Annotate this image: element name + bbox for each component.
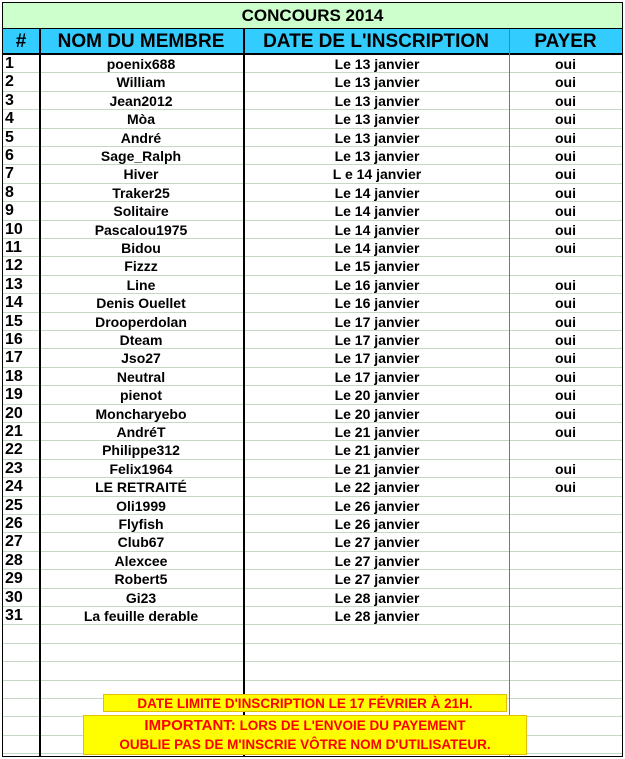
table-row bbox=[3, 497, 622, 515]
paid-status: oui bbox=[555, 424, 576, 440]
paid-status: oui bbox=[555, 295, 576, 312]
table-row bbox=[3, 276, 622, 294]
paid-status bbox=[509, 257, 622, 275]
table-row bbox=[3, 423, 622, 441]
registration-date: L e 14 janvier bbox=[332, 166, 422, 183]
empty-row bbox=[3, 644, 622, 662]
registration-date: Le 15 janvier bbox=[334, 258, 420, 275]
table-row bbox=[3, 129, 622, 147]
registration-date: Le 17 janvier bbox=[334, 350, 420, 367]
registration-date: Le 28 janvier bbox=[334, 608, 420, 624]
member-name: Line bbox=[126, 276, 156, 293]
row-number: 15 bbox=[5, 312, 23, 330]
registration-date: Le 26 janvier bbox=[334, 516, 420, 532]
column-divider bbox=[243, 29, 245, 756]
table-row bbox=[3, 165, 622, 183]
paid-status: oui bbox=[555, 460, 576, 477]
row-number: 4 bbox=[5, 110, 14, 128]
row-number: 2 bbox=[5, 73, 14, 91]
paid-status: oui bbox=[555, 313, 576, 330]
paid-status: oui bbox=[555, 350, 576, 367]
member-name: Jso27 bbox=[121, 350, 161, 367]
registration-date: Le 16 janvier bbox=[334, 295, 420, 312]
row-number: 6 bbox=[5, 147, 14, 164]
row-number: 9 bbox=[5, 202, 14, 220]
registration-date: Le 27 janvier bbox=[334, 534, 420, 551]
member-name: LE RETRAITÉ bbox=[95, 479, 187, 496]
table-row bbox=[3, 552, 622, 570]
row-number: 8 bbox=[5, 183, 14, 201]
paid-status: oui bbox=[555, 166, 576, 183]
row-number: 1 bbox=[5, 55, 14, 72]
row-number: 17 bbox=[5, 349, 23, 367]
row-number: 5 bbox=[5, 128, 14, 146]
table-row bbox=[3, 570, 622, 588]
member-name: Robert5 bbox=[114, 571, 168, 588]
registration-date: Le 20 janvier bbox=[334, 387, 420, 404]
paid-status bbox=[509, 570, 622, 588]
registration-date: Le 22 janvier bbox=[334, 479, 420, 496]
registration-date: Le 27 janvier bbox=[334, 571, 420, 588]
table-row bbox=[3, 110, 622, 128]
member-name: La feuille derable bbox=[83, 608, 199, 624]
row-number: 29 bbox=[5, 570, 23, 588]
paid-status: oui bbox=[555, 74, 576, 91]
empty-row bbox=[3, 625, 622, 643]
member-name: Pascalou1975 bbox=[94, 221, 188, 238]
registration-date: Le 17 janvier bbox=[334, 368, 420, 385]
table-row bbox=[3, 533, 622, 551]
row-number: 30 bbox=[5, 588, 23, 606]
paid-status: oui bbox=[555, 92, 576, 109]
table-row bbox=[3, 386, 622, 404]
member-name: Sage_Ralph bbox=[100, 148, 182, 164]
member-name: André bbox=[120, 129, 162, 146]
member-name: Drooperdolan bbox=[95, 313, 187, 330]
paid-status: oui bbox=[555, 276, 576, 293]
important-notice bbox=[83, 715, 527, 755]
registration-date: Le 27 janvier bbox=[334, 552, 420, 569]
important-line-2: OUBLIE PAS DE M'INSCRIE VÔTRE NOM D'UTILISATEUR. bbox=[119, 737, 491, 752]
important-label: IMPORTANT: bbox=[144, 717, 236, 734]
registration-date: Le 21 janvier bbox=[334, 460, 420, 477]
table-row bbox=[3, 460, 622, 478]
member-name: Hiver bbox=[123, 166, 159, 183]
table-row bbox=[3, 607, 622, 625]
member-name: Bidou bbox=[121, 240, 161, 256]
table-row bbox=[3, 441, 622, 459]
member-name: Oli1999 bbox=[116, 497, 166, 514]
paid-status: oui bbox=[555, 111, 576, 128]
member-name: Solitaire bbox=[113, 203, 169, 220]
column-divider bbox=[509, 29, 510, 756]
member-name: Jean2012 bbox=[109, 92, 173, 109]
member-name: Club67 bbox=[117, 534, 165, 551]
paid-status bbox=[509, 589, 622, 607]
table-row bbox=[3, 147, 622, 165]
paid-status bbox=[509, 533, 622, 551]
paid-status bbox=[509, 497, 622, 515]
registration-date: Le 13 janvier bbox=[334, 129, 420, 146]
paid-status: oui bbox=[555, 387, 576, 404]
paid-status: oui bbox=[555, 148, 576, 164]
row-number: 3 bbox=[5, 91, 14, 109]
paid-status bbox=[509, 607, 622, 625]
registration-date: Le 28 janvier bbox=[334, 589, 420, 606]
table-row bbox=[3, 478, 622, 496]
row-number: 18 bbox=[5, 367, 23, 385]
row-number: 22 bbox=[5, 441, 23, 459]
member-name: William bbox=[116, 74, 166, 91]
member-name: Felix1964 bbox=[109, 460, 173, 477]
registration-date: Le 14 janvier bbox=[334, 184, 420, 201]
empty-row bbox=[3, 662, 622, 680]
table-row bbox=[3, 202, 622, 220]
row-number: 14 bbox=[5, 294, 23, 312]
paid-status: oui bbox=[555, 221, 576, 238]
registration-date: Le 16 janvier bbox=[334, 276, 420, 293]
registration-date: Le 13 janvier bbox=[334, 92, 420, 109]
paid-status: oui bbox=[555, 240, 576, 256]
member-name: pienot bbox=[120, 387, 162, 404]
table-row bbox=[3, 405, 622, 423]
row-number: 21 bbox=[5, 423, 23, 440]
paid-status: oui bbox=[555, 405, 576, 422]
registration-date: Le 13 janvier bbox=[334, 56, 420, 72]
table-row bbox=[3, 221, 622, 239]
spreadsheet bbox=[2, 2, 623, 757]
important-line-1: LORS DE L'ENVOIE DU PAYEMENT bbox=[235, 718, 466, 733]
row-number: 10 bbox=[5, 220, 23, 238]
table-row bbox=[3, 92, 622, 110]
member-name: Denis Ouellet bbox=[96, 295, 186, 312]
paid-status bbox=[509, 441, 622, 459]
table-row bbox=[3, 313, 622, 331]
row-number: 31 bbox=[5, 607, 23, 624]
row-number: 27 bbox=[5, 533, 23, 551]
paid-status bbox=[509, 515, 622, 533]
paid-status: oui bbox=[555, 184, 576, 201]
row-number: 11 bbox=[5, 239, 22, 256]
registration-date: Le 20 janvier bbox=[334, 405, 420, 422]
registration-date: Le 14 janvier bbox=[334, 221, 420, 238]
column-divider bbox=[39, 29, 41, 756]
row-number: 25 bbox=[5, 496, 23, 514]
table-row bbox=[3, 55, 622, 73]
table-row bbox=[3, 368, 622, 386]
sheet-title: CONCOURS 2014 bbox=[3, 3, 622, 29]
registration-date: Le 21 janvier bbox=[334, 424, 420, 440]
registration-date: Le 13 janvier bbox=[334, 111, 420, 128]
member-name: Traker25 bbox=[112, 184, 170, 201]
registration-date: Le 21 janvier bbox=[334, 442, 420, 459]
row-number: 19 bbox=[5, 386, 23, 404]
table-row bbox=[3, 73, 622, 91]
row-number: 26 bbox=[5, 515, 23, 532]
member-name: AndréT bbox=[116, 424, 166, 440]
paid-status: oui bbox=[555, 203, 576, 220]
registration-date: Le 17 janvier bbox=[334, 332, 420, 348]
table-row bbox=[3, 257, 622, 275]
row-number: 23 bbox=[5, 459, 23, 477]
member-name: Mòa bbox=[127, 111, 155, 128]
header-paid: PAYER bbox=[509, 29, 622, 55]
row-number: 7 bbox=[5, 165, 14, 183]
row-number: 13 bbox=[5, 275, 23, 293]
paid-status: oui bbox=[555, 129, 576, 146]
row-number: 20 bbox=[5, 404, 23, 422]
table-row bbox=[3, 589, 622, 607]
paid-status: oui bbox=[555, 368, 576, 385]
paid-status: oui bbox=[555, 56, 576, 72]
row-number: 12 bbox=[5, 257, 23, 275]
member-name: Fizzz bbox=[124, 258, 158, 275]
member-name: Philippe312 bbox=[102, 442, 180, 459]
paid-status: oui bbox=[555, 332, 576, 348]
member-name: Alexcee bbox=[114, 552, 168, 569]
deadline-notice: DATE LIMITE D'INSCRIPTION LE 17 FÉVRIER À 21H. bbox=[103, 694, 507, 712]
member-name: poenix688 bbox=[106, 56, 176, 72]
header-registration-date: DATE DE L'INSCRIPTION bbox=[243, 29, 509, 55]
table-row bbox=[3, 331, 622, 349]
member-name: Moncharyebo bbox=[95, 405, 187, 422]
paid-status: oui bbox=[555, 479, 576, 496]
member-name: Dteam bbox=[119, 332, 163, 348]
registration-date: Le 13 janvier bbox=[334, 74, 420, 91]
registration-date: Le 14 janvier bbox=[334, 240, 420, 256]
table-row bbox=[3, 184, 622, 202]
registration-date: Le 26 janvier bbox=[334, 497, 420, 514]
member-name: Gi23 bbox=[125, 589, 157, 606]
header-number: # bbox=[3, 29, 39, 55]
row-number: 24 bbox=[5, 478, 23, 496]
header-member-name: NOM DU MEMBRE bbox=[39, 29, 243, 55]
table-row bbox=[3, 294, 622, 312]
table-row bbox=[3, 349, 622, 367]
member-name: Flyfish bbox=[118, 516, 164, 532]
table-row bbox=[3, 515, 622, 533]
registration-date: Le 13 janvier bbox=[334, 148, 420, 164]
table-row bbox=[3, 239, 622, 257]
row-number: 16 bbox=[5, 331, 23, 348]
member-name: Neutral bbox=[116, 368, 166, 385]
paid-status bbox=[509, 552, 622, 570]
registration-date: Le 14 janvier bbox=[334, 203, 420, 220]
row-number: 28 bbox=[5, 551, 23, 569]
registration-date: Le 17 janvier bbox=[334, 313, 420, 330]
